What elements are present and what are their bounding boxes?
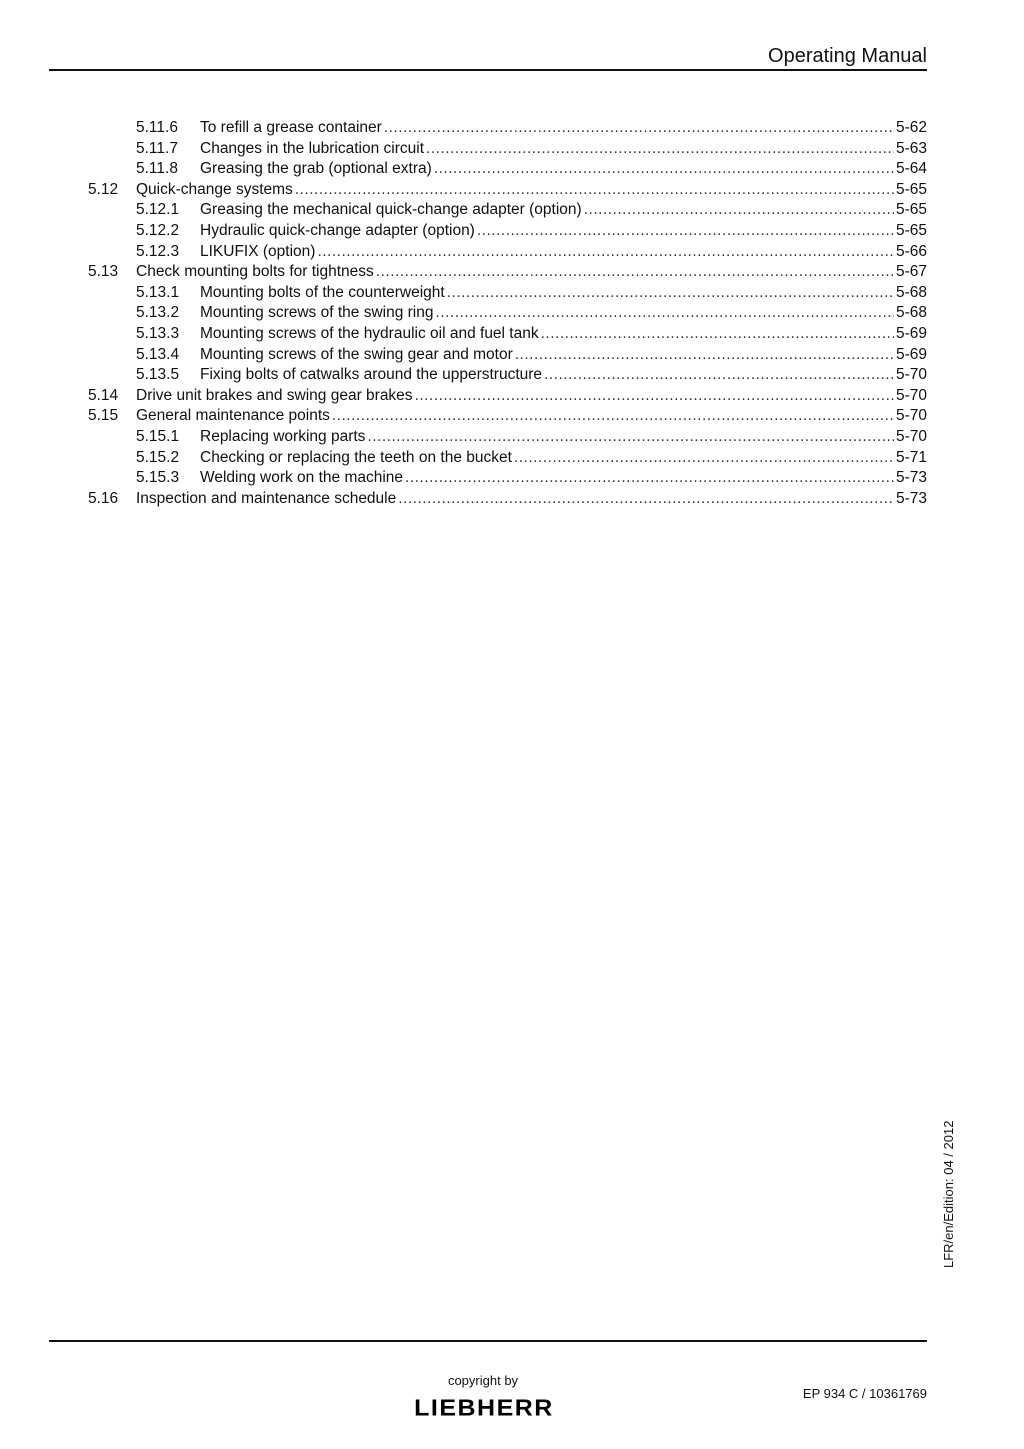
toc-entry[interactable]: [86, 303, 927, 324]
toc-entry[interactable]: [86, 159, 927, 180]
toc-entry-page: 5-66: [895, 242, 927, 260]
toc-entry-title: LIKUFIX (option): [200, 242, 316, 260]
toc-entry-page: 5-70: [895, 366, 927, 384]
toc-entry-number: 5.15.1: [136, 427, 180, 445]
toc-entry[interactable]: [86, 139, 927, 160]
toc-entry-line: [200, 283, 927, 304]
toc-entry-title: Inspection and maintenance schedule: [136, 489, 397, 507]
toc-dot-leader: [384, 118, 894, 139]
toc-entry-page: 5-65: [895, 221, 927, 239]
toc-entry[interactable]: [86, 283, 927, 304]
toc-entry[interactable]: [86, 200, 927, 221]
toc-entry-number: 5.13.5: [136, 366, 180, 384]
toc-entry[interactable]: [86, 118, 927, 139]
toc-dot-leader: [332, 406, 894, 427]
toc-entry-number: 5.13.4: [136, 345, 180, 363]
toc-entry-title: Checking or replacing the teeth on the bucket: [200, 448, 512, 466]
toc-entry-page: 5-64: [895, 160, 927, 178]
toc-entry-number: 5.13.1: [136, 283, 180, 301]
page-title: Operating Manual: [768, 45, 927, 67]
toc-entry-page: 5-70: [895, 407, 927, 425]
toc-dot-leader: [367, 427, 894, 448]
toc-entry-title: Greasing the mechanical quick-change adapter (option): [200, 201, 582, 219]
edition-label: LFR/en/Edition: 04 / 2012: [941, 1120, 956, 1268]
toc-entry-line: [200, 159, 927, 180]
toc-entry-number: 5.15.2: [136, 448, 180, 466]
copyright-text: copyright by: [447, 1373, 519, 1388]
toc-entry-number: 5.13.2: [136, 304, 180, 322]
toc-entry-number: 5.12: [88, 180, 119, 198]
toc-entry-line: [136, 386, 927, 407]
toc-entry-line: [136, 489, 927, 510]
toc-dot-leader: [435, 303, 894, 324]
toc-dot-leader: [514, 448, 894, 469]
toc-entry-line: [200, 427, 927, 448]
toc-entry-page: 5-63: [895, 139, 927, 157]
toc-dot-leader: [584, 200, 894, 221]
toc-dot-leader: [405, 468, 894, 489]
toc-entry-page: 5-70: [895, 386, 927, 404]
toc-entry-number: 5.15: [88, 407, 119, 425]
toc-entry-line: [200, 365, 927, 386]
toc-entry-number: 5.11.6: [136, 119, 178, 136]
toc-entry-title: Drive unit brakes and swing gear brakes: [136, 386, 413, 404]
toc-entry[interactable]: [86, 180, 927, 201]
document-number: EP 934 C / 10361769: [802, 1386, 927, 1401]
toc-entry-title: To refill a grease container: [200, 119, 382, 136]
toc-entry-title: Check mounting bolts for tightness: [136, 263, 374, 281]
toc-entry-page: 5-73: [895, 469, 927, 487]
toc-entry-page: 5-69: [895, 345, 927, 363]
toc-entry-line: [136, 180, 927, 201]
toc-entry-number: 5.16: [88, 489, 119, 507]
logo-wordmark: LIEBHERR: [414, 1396, 554, 1420]
toc-entry[interactable]: [86, 468, 927, 489]
toc-entry-title: General maintenance points: [136, 407, 330, 425]
toc-entry-line: [200, 448, 927, 469]
toc-entry[interactable]: [86, 242, 927, 263]
toc-entry-title: Fixing bolts of catwalks around the upperstructure: [200, 366, 543, 384]
toc-entry-title: Welding work on the machine: [200, 469, 404, 487]
toc-entry[interactable]: [86, 345, 927, 366]
toc-entry[interactable]: [86, 262, 927, 283]
toc-dot-leader: [317, 242, 894, 263]
toc-entry-page: 5-67: [895, 263, 927, 281]
toc-entry-number: 5.13.3: [136, 324, 180, 342]
toc-entry[interactable]: [86, 448, 927, 469]
toc-entry-number: 5.15.3: [136, 469, 180, 487]
toc-entry[interactable]: [86, 386, 927, 407]
toc-entry-page: 5-69: [895, 324, 927, 342]
toc-dot-leader: [295, 180, 894, 201]
toc-entry-line: [136, 262, 927, 283]
liebherr-logo-mark: [403, 1396, 565, 1420]
toc-entry-line: [136, 406, 927, 427]
toc-entry-number: 5.12.2: [136, 221, 180, 239]
toc-entry-page: 5-73: [895, 489, 927, 507]
toc-entry-title: Mounting bolts of the counterweight: [200, 283, 445, 301]
toc-dot-leader: [541, 324, 894, 345]
footer-divider: [49, 1340, 927, 1342]
toc-entry-page: 5-68: [895, 283, 927, 301]
toc-entry-number: 5.11.7: [136, 139, 178, 157]
toc-entry-page: 5-65: [895, 180, 927, 198]
toc-entry-page: 5-70: [895, 427, 927, 445]
toc-entry-title: Quick-change systems: [136, 180, 293, 198]
toc-entry[interactable]: [86, 427, 927, 448]
toc-entry-line: [200, 200, 927, 221]
toc-entry[interactable]: [86, 365, 927, 386]
toc-dot-leader: [477, 221, 894, 242]
toc-entry-line: [200, 468, 927, 489]
toc-dot-leader: [398, 489, 894, 510]
toc-dot-leader: [426, 139, 894, 160]
toc-entry-number: 5.11.8: [136, 160, 178, 178]
toc-entry-title: Greasing the grab (optional extra): [200, 160, 432, 178]
toc-entry-number: 5.13: [88, 263, 119, 281]
toc-entry-title: Mounting screws of the swing gear and motor: [200, 345, 513, 363]
toc-dot-leader: [447, 283, 894, 304]
toc-dot-leader: [544, 365, 894, 386]
toc-entry-number: 5.12.3: [136, 242, 180, 260]
toc-entry-number: 5.12.1: [136, 201, 180, 219]
toc-dot-leader: [434, 159, 894, 180]
toc-entry-line: [200, 345, 927, 366]
toc-entry[interactable]: [86, 324, 927, 345]
toc-entry-line: [200, 324, 927, 345]
toc-entry-line: [200, 242, 927, 263]
toc-entry-line: [200, 303, 927, 324]
toc-entry-page: 5-71: [895, 448, 927, 466]
toc-entry-page: 5-68: [895, 304, 927, 322]
liebherr-logo: [403, 1396, 565, 1425]
toc-entry[interactable]: [86, 489, 927, 510]
toc-entry-title: Replacing working parts: [200, 427, 366, 445]
toc-entry-page: 5-62: [895, 119, 927, 136]
toc-entry-number: 5.14: [88, 386, 119, 404]
toc-entry-page: 5-65: [895, 201, 927, 219]
table-of-contents: [86, 118, 927, 509]
toc-entry[interactable]: [86, 406, 927, 427]
toc-entry-title: Hydraulic quick-change adapter (option): [200, 221, 475, 239]
toc-entry-line: [200, 118, 927, 139]
toc-dot-leader: [376, 262, 894, 283]
toc-dot-leader: [415, 386, 894, 407]
toc-entry-title: Mounting screws of the swing ring: [200, 304, 434, 322]
toc-entry[interactable]: [86, 221, 927, 242]
toc-dot-leader: [515, 345, 894, 366]
toc-entry-title: Changes in the lubrication circuit: [200, 139, 425, 157]
header-divider: [49, 69, 927, 71]
toc-entry-line: [200, 221, 927, 242]
toc-entry-title: Mounting screws of the hydraulic oil and fuel tank: [200, 324, 539, 342]
toc-entry-line: [200, 139, 927, 160]
